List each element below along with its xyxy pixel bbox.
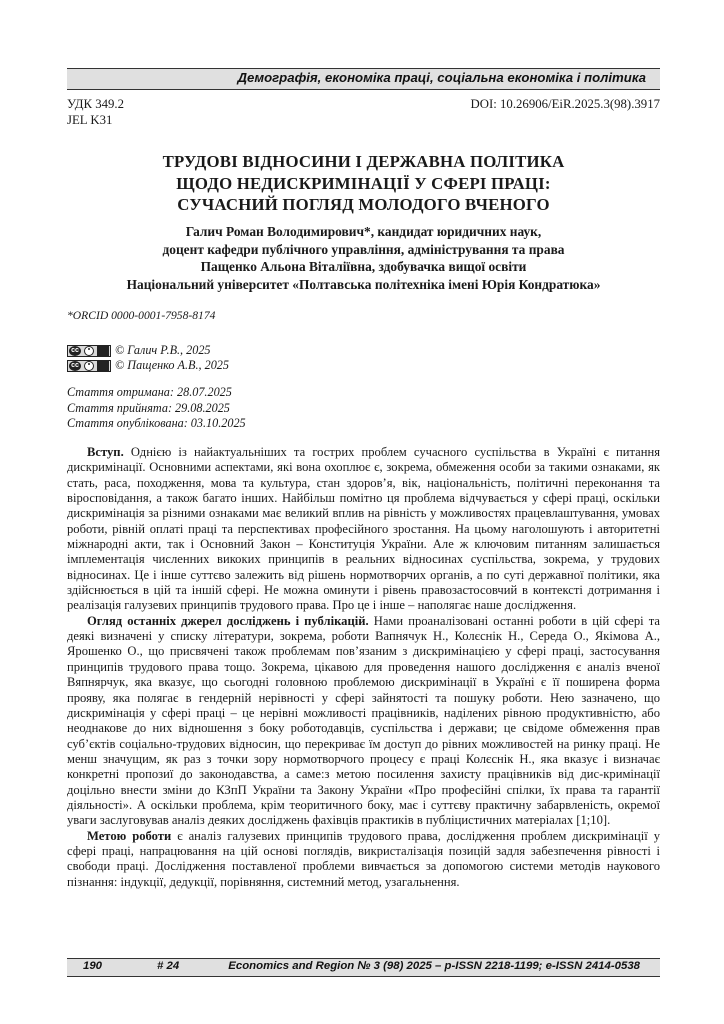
- intro-heading: Вступ.: [87, 445, 124, 459]
- author-block: [67, 223, 660, 293]
- issue-number: # 24: [157, 960, 180, 972]
- section-header-bar: [67, 68, 660, 90]
- goal-heading: Метою роботи: [87, 828, 172, 843]
- goal-paragraph: [67, 829, 660, 890]
- article-dates: [67, 385, 246, 432]
- article-title: [67, 151, 660, 216]
- title-line: ТРУДОВІ ВІДНОСИНИ І ДЕРЖАВНА ПОЛІТИКА: [162, 152, 565, 171]
- review-paragraph: [67, 614, 660, 829]
- copyright-row: [67, 358, 229, 373]
- author-line: Пащенко Альона Віталіївна, здобувачка вищої освіти: [200, 259, 527, 274]
- date-published: Стаття опублікована: 03.10.2025: [67, 416, 246, 430]
- intro-text: Однією із найактуальніших та гострих проблем сучасного суспільства в Україні є питання дискримінації. Основними аспектами, які вона охоплює є, зокрема, обмеження особи за такими ознаками, як стать, раса, походження, мова та культура, стан здоров’я, вік, національність, політичні переконання та віросповідання, а також багато інших. Найбільш помітно ця проблема відчувається у сфері праці, оскільки дискримінація за різними ознаками має великий вплив на рівність у можливостях працевлаштування, умовах роботи, рівній оплаті праці та перспективах професійного зростання. На цьому наголошують і авторитетні міжнародні акти, так і Основний Закон – Конституція України. Але ж ключовим питанням залишається імплементація численних викоких принципів в реальних відносинах суспільства, зокрема, у трудових відносинах. Це і інше суттєво залежить від рішень нормотворчих органів, а по суті державної політики, яка здійснюється в цій та іншій сфері. Не можна оминути і рівень правозастосовчий в контексті дотримання і реалізація галузевих принципів трудового права. Про це і інше – наполягає наше дослідження.: [67, 445, 660, 613]
- title-line: СУЧАСНИЙ ПОГЛЯД МОЛОДОГО ВЧЕНОГО: [177, 195, 550, 214]
- article-body: [67, 445, 660, 890]
- doi-link[interactable]: DOI: 10.26906/EiR.2025.3(98).3917: [470, 97, 660, 111]
- page-number: 190: [83, 960, 103, 972]
- date-accepted: Стаття прийнята: 29.08.2025: [67, 400, 230, 415]
- cc-by-license-icon[interactable]: cc: [67, 360, 111, 372]
- section-title: Демографія, економіка праці, соціальна економіка і політика: [237, 70, 646, 85]
- goal-text: є аналіз галузевих принципів трудового права, дослідження проблем дискримінації у сфері праці, напрацювання на цій основі поглядів, викристалізація позицій задля забезпечення рівності і свободи праці. Дослідження поставленої проблеми вивчається за допомогою системи методів наукового пізнання: індукції, дедукції, порівняння, системний метод, узагальнення.: [67, 828, 660, 889]
- copyright-row: [67, 343, 211, 358]
- cc-by-license-icon[interactable]: cc: [67, 345, 111, 357]
- author-line: доцент кафедри публічного управління, адміністрування та права: [162, 241, 565, 257]
- title-line: ЩОДО НЕДИСКРИМІНАЦІЇ У СФЕРІ ПРАЦІ:: [176, 173, 551, 193]
- review-heading: Огляд останніх джерел досліджень і публікацій.: [87, 613, 369, 628]
- orcid-id[interactable]: *ORCID 0000-0001-7958-8174: [67, 309, 216, 322]
- udc-code: УДК 349.2: [67, 97, 125, 111]
- intro-paragraph: [67, 445, 660, 614]
- review-text: Нами проаналізовані останні роботи в цій сфері та деякі визначені у списку літератури, зокрема, роботи Вапнячук Н., Колєснік Н., Середа О., Якімова А., Ярошенко О., що присвячені також проблемам пов’язаним з дискримінацією у сфері праці, застосування принципів трудового права тощо. Зокрема, цікавою для проведення нашого дослідження є аналіз вченої Вяпнярчук, яка вказує, що сьогодні головною проблемою дискримінації в Україні є її поширена форма прояву, яка полягає в гендерній нерівності у сфері зайнятості та пошуку роботи. Нею зазначено, що дискримінація у сфері праці – це нерівні можливості працівників, наділених рівною продуктивністю, або неоднакове до них відношення з боку роботодавців, суспільства і держави; це свідоме обмеження прав суб’єктів соціально-трудових відносин, що перекриває їм доступ до рівних можливостей на ринку праці. Не менш значущим, як раз з точки зору нормотворчого процесу є праці Колєснік Н., яка вказує і визначає конкретні пропозиї до законодавства, а саме:з метою посилення захисту працівників від дис-кримінації доцільно внести зміни до КЗпП України та Закону України «Про професійні спілки, їх права та гарантії діяльності». А оскільки проблема, крім теоритичного боку, має і суттєву практичну забарвленість, окремої уваги заслуговував аналіз деяких досліджень фахівців практиків в публіцистичних матеріалах [1;10].: [67, 613, 661, 828]
- journal-info: Economics and Region № 3 (98) 2025 – p-ISSN 2218-1199; e-ISSN 2414-0538: [228, 960, 640, 972]
- jel-code: JEL K31: [67, 113, 113, 127]
- copyright-text: © Галич Р.В., 2025: [115, 343, 211, 357]
- footer-bar: [67, 958, 660, 977]
- author-line: Національний університет «Полтавська політехніка імені Юрія Кондратюка»: [126, 276, 601, 292]
- copyright-text: © Пащенко А.В., 2025: [115, 358, 229, 372]
- date-received: Стаття отримана: 28.07.2025: [67, 385, 232, 399]
- author-line: Галич Роман Володимирович*, кандидат юридичних наук,: [185, 224, 542, 239]
